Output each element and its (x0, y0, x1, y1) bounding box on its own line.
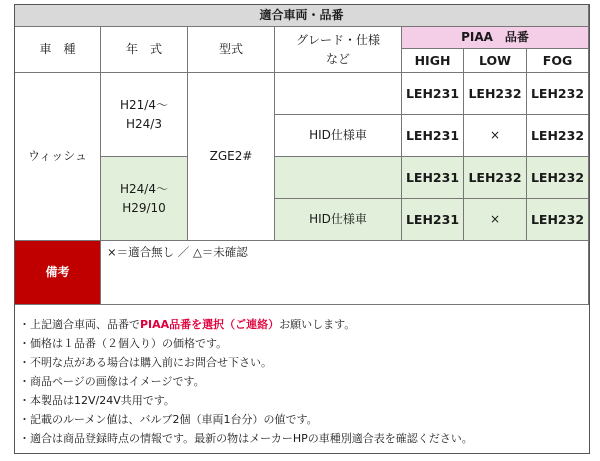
header-grade (275, 27, 402, 73)
row-2-fog: LEH232 (527, 115, 589, 157)
header-piaa: PIAA 品番 (402, 27, 589, 49)
remarks-label: 備考 (15, 241, 101, 305)
row-4-fog: LEH232 (527, 199, 589, 241)
period-2-to: H29/10 (122, 200, 166, 215)
note-1-before: ・上記適合車両、品番で (19, 318, 140, 331)
row-3-fog: LEH232 (527, 157, 589, 199)
notes-block (15, 305, 589, 453)
period-1 (101, 73, 188, 157)
row-4-high: LEH231 (402, 199, 464, 241)
row-2-low: × (464, 115, 527, 157)
note-1-highlight: PIAA品番を選択（ご連絡） (140, 318, 280, 331)
period-1-to: H24/3 (126, 116, 162, 131)
remarks-text: ×＝適合無し ／ △＝未確認 (107, 245, 248, 259)
row-1-low: LEH232 (464, 73, 527, 115)
row-2-high: LEH231 (402, 115, 464, 157)
note-5: ・本製品は12V/24V共用です。 (19, 394, 175, 407)
remarks-area (101, 241, 589, 305)
row-3-high: LEH231 (402, 157, 464, 199)
row-1-grade (275, 73, 402, 115)
row-3-low: LEH232 (464, 157, 527, 199)
header-low: LOW (464, 49, 527, 73)
row-2-grade: HID仕様車 (275, 115, 402, 157)
table-title: 適合車両・品番 (15, 5, 589, 27)
note-7: ・適合は商品登録時点の情報です。最新の物はメーカーHPの車種別適合表を確認ください。 (19, 432, 473, 445)
header-high: HIGH (402, 49, 464, 73)
header-fog: FOG (527, 49, 589, 73)
row-4-low: × (464, 199, 527, 241)
header-model: 型式 (188, 27, 275, 73)
row-1-fog: LEH232 (527, 73, 589, 115)
row-3-grade (275, 157, 402, 199)
note-3: ・不明な点がある場合は購入前にお問合せ下さい。 (19, 356, 272, 369)
note-2: ・価格は１品番（２個入り）の価格です。 (19, 337, 228, 350)
period-2 (101, 157, 188, 241)
note-1 (19, 316, 355, 332)
period-2-from: H24/4～ (120, 181, 168, 196)
vehicle-name: ウィッシュ (15, 73, 101, 241)
header-grade-line2: など (325, 51, 350, 66)
model-code: ZGE2# (188, 73, 275, 241)
note-6: ・記載のルーメン値は、バルブ2個（車両1台分）の値です。 (19, 413, 318, 426)
period-1-from: H21/4～ (120, 97, 168, 112)
header-year: 年 式 (101, 27, 188, 73)
note-4: ・商品ページの画像はイメージです。 (19, 375, 205, 388)
header-grade-line1: グレード・仕様 (295, 32, 380, 47)
header-car: 車 種 (15, 27, 101, 73)
row-4-grade: HID仕様車 (275, 199, 402, 241)
fitment-table (14, 4, 590, 454)
row-1-high: LEH231 (402, 73, 464, 115)
note-1-after: お願いします。 (279, 318, 356, 331)
